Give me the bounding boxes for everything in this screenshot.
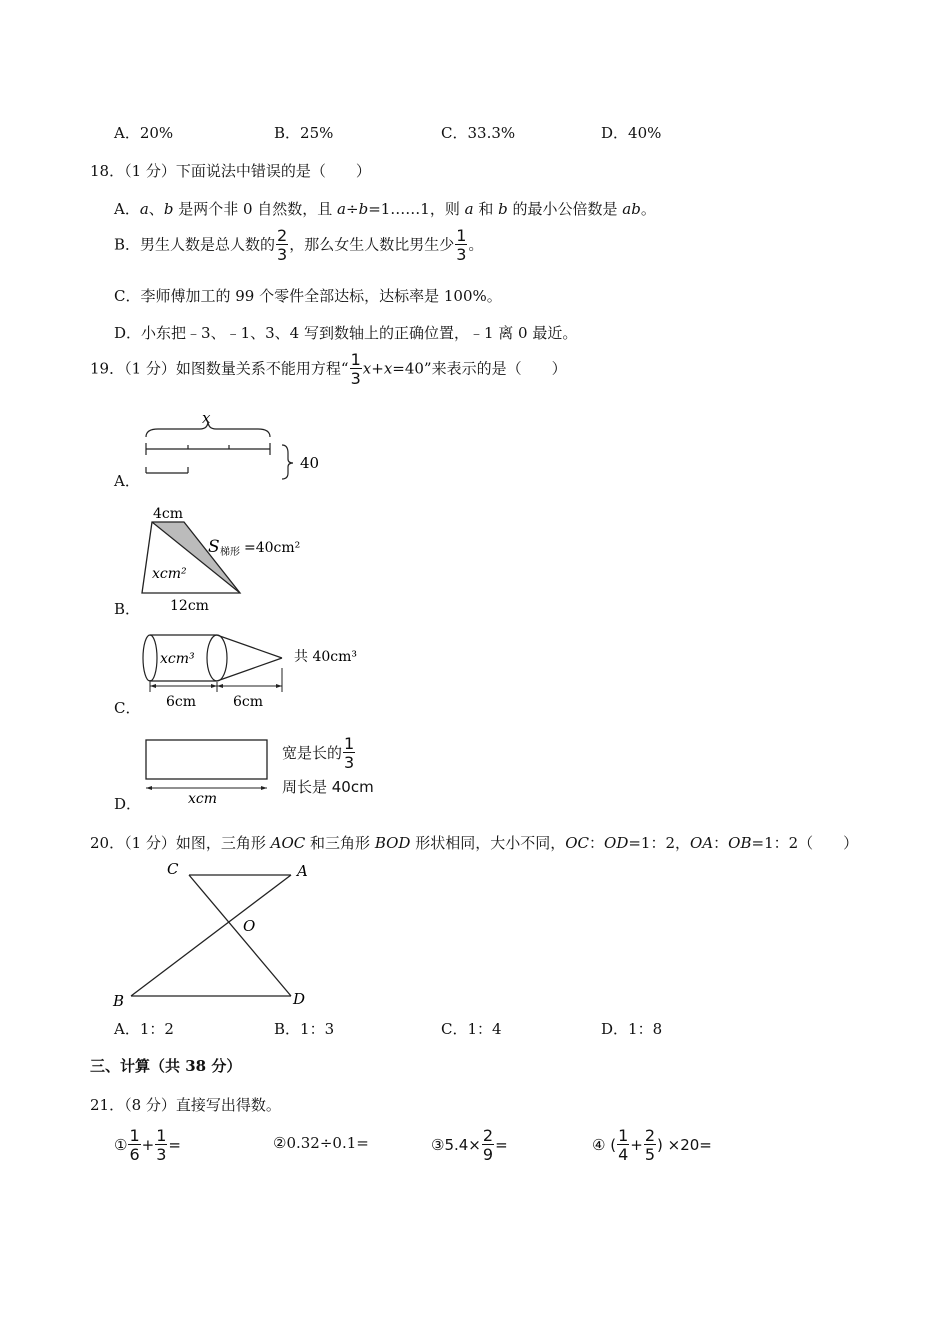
figure-b-top-length: 4cm (153, 506, 184, 522)
point-d: D (293, 990, 306, 1008)
q19-stem: 19．（1 分）如图数量关系不能用方程“ $\frac{1}{3}$ x+x=40”来表示的是（ ） (90, 350, 567, 388)
q17-option-c: C．33.3% (441, 124, 516, 142)
point-c: C (167, 860, 179, 878)
q18-option-d: D．小东把﹣3、﹣1、3、4 写到数轴上的正确位置，﹣1 离 0 最近。 (114, 324, 578, 342)
point-a: A (297, 862, 308, 880)
figure-c-length-1: 6cm (166, 694, 197, 710)
figure-b-s: S (208, 537, 220, 557)
fraction-1-3: $\frac{1}{3}$ (456, 226, 467, 264)
q17-option-d: D．40% (601, 124, 662, 142)
q18-option-a: A．a、b 是两个非 0 自然数，且 a÷b=1……1，则 a 和 b 的最小公倍数是 ab。 (114, 200, 656, 218)
figure-b-s-sub: 梯形 (220, 547, 240, 558)
segment-ab (131, 875, 291, 996)
section-3-title: 三、计算（共 38 分） (90, 1057, 242, 1075)
figure-d-rectangle (138, 732, 273, 807)
point-b: B (113, 992, 125, 1010)
q18-option-b: B．男生人数是总人数的 $\frac{2}{3}$ ，那么女生人数比男生少 $\frac{1}{3}$ 。 (114, 226, 484, 264)
q21-stem: 21．（8 分）直接写出得数。 (90, 1096, 281, 1114)
q21-expression-2: ②0.32÷0.1= (273, 1134, 369, 1152)
q18-stem: 18．（1 分）下面说法中错误的是（ ） (90, 162, 371, 180)
figure-d-width-text: 宽是长的 $\frac{1}{3}$ (282, 734, 355, 772)
q17-option-b: B．25% (274, 124, 334, 142)
figure-a-segment-diagram (138, 405, 338, 485)
figure-a-total: 40 (300, 454, 320, 472)
fraction-2-3: $\frac{2}{3}$ (277, 226, 288, 264)
figure-a-right-brace (282, 445, 293, 479)
figure-b-bottom-length: 12cm (170, 598, 209, 614)
fraction-1-3: $\frac{1}{3}$ (350, 350, 361, 388)
q21-expression-1: ① $\frac{1}{6}$ + $\frac{1}{3}$ = (114, 1126, 181, 1164)
figure-b-trapezoid (136, 500, 326, 615)
segment-cd (189, 875, 291, 996)
q20-option-a: A．1：2 (114, 1020, 174, 1038)
figure-b-area: =40cm² (244, 540, 301, 556)
q20-option-c: C．1：4 (441, 1020, 502, 1038)
q19-label-b: B． (114, 600, 141, 618)
q18-option-c: C．李师傅加工的 99 个零件全部达标，达标率是 100%。 (114, 287, 502, 305)
figure-b-inside: xcm² (152, 566, 187, 582)
figure-c-shared-base (207, 635, 227, 681)
figure-c-length-2: 6cm (233, 694, 264, 710)
q20-option-d: D．1：8 (601, 1020, 663, 1038)
q19-label-d: D． (114, 795, 142, 813)
figure-c-cylinder-cone (138, 628, 378, 713)
q17-option-a: A．20% (114, 124, 174, 142)
figure-q20-triangles (105, 855, 325, 1015)
figure-a-brace (146, 421, 270, 437)
q20-stem: 20．（1 分）如图，三角形 AOC 和三角形 BOD 形状相同，大小不同，OC：OD=1：2，OA：OB=1：2（ ） (90, 834, 859, 852)
q21-expression-4: ④ ( $\frac{1}{4}$ + $\frac{2}{5}$ ) ×20= (592, 1126, 712, 1164)
figure-a-x-label: x (202, 409, 211, 427)
figure-d-length: xcm (188, 791, 218, 807)
q19-label-a: A． (114, 472, 140, 490)
q21-expression-3: ③5.4× $\frac{2}{9}$ = (431, 1126, 508, 1164)
q20-option-b: B．1：3 (274, 1020, 335, 1038)
q19-label-c: C． (114, 699, 141, 717)
figure-c-total: 共 40cm³ (294, 649, 357, 665)
figure-d-perimeter: 周长是 40cm (282, 778, 374, 796)
figure-c-inside: xcm³ (160, 651, 195, 667)
point-o: O (243, 917, 256, 935)
